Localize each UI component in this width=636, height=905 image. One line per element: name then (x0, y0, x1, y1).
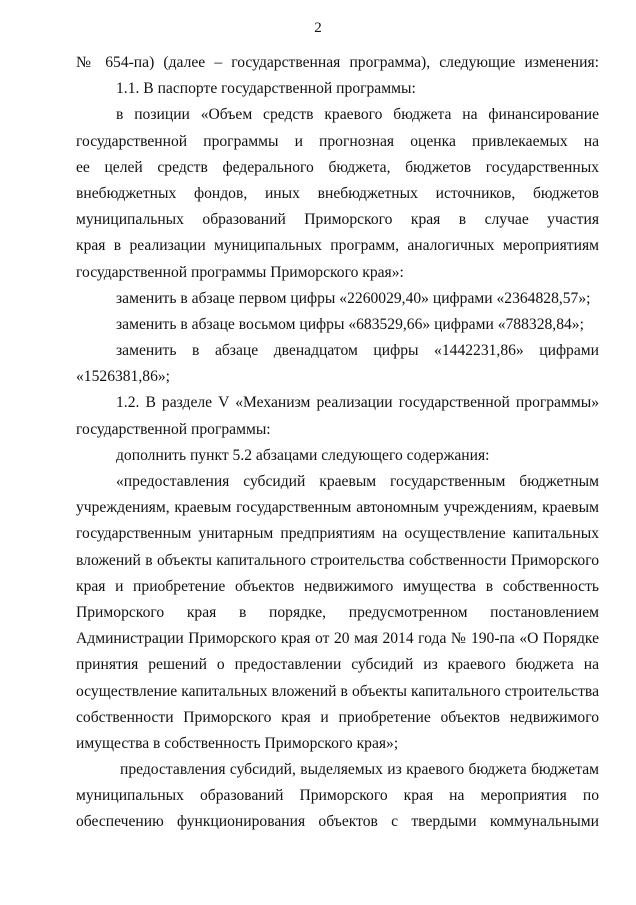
text-line: собственности Приморского края и приобретение объектов недвижимого (76, 708, 599, 726)
text-line: заменить в абзаце первом цифры «2260029,40» цифрами «2364828,57»; (116, 289, 591, 307)
text-line: в позиции «Объем средств краевого бюджета на финансирование (116, 106, 599, 124)
text-line: 1.2. В разделе V «Механизм реализации государственной программы» (116, 394, 599, 412)
text-line: государственной программы Приморского края»: (76, 263, 404, 281)
text-line: государственной программы: (76, 420, 271, 438)
text-line: имущества в собственность Приморского края»; (76, 734, 399, 752)
text-line: государственным унитарным предприятиям на осуществление капитальных (76, 525, 599, 543)
text-line: Администрации Приморского края от 20 мая 2014 года № 190-па «О Порядке (76, 630, 599, 648)
text-line: заменить в абзаце восьмом цифры «683529,66» цифрами «788328,84»; (116, 315, 584, 333)
text-line: предоставления субсидий, выделяемых из краевого бюджета бюджетам (120, 761, 599, 779)
text-line: вложений в объекты капитального строительства собственности Приморского (76, 551, 599, 569)
text-line: дополнить пункт 5.2 абзацами следующего содержания: (116, 446, 490, 464)
text-line: муниципальных образований Приморского края в случае участия (76, 211, 599, 229)
document-body (76, 50, 599, 836)
text-line: № 654-па) (далее – государственная программа), следующие изменения: (76, 54, 599, 71)
text-line: внебюджетных фондов, иных внебюджетных источников, бюджетов (76, 184, 599, 202)
text-line: края и приобретение объектов недвижимого имущества в собственность (76, 577, 599, 595)
page-number: 2 (314, 20, 322, 36)
text-line: края в реализации муниципальных программ, аналогичных мероприятиям (76, 237, 599, 255)
text-line: ее целей средств федерального бюджета, бюджетов государственных (76, 158, 599, 176)
text-line: принятия решений о предоставлении субсидий из краевого бюджета на (76, 656, 599, 674)
text-line: «1526381,86»; (76, 368, 170, 386)
text-line: осуществление капитальных вложений в объекты капитального строительства (76, 682, 599, 700)
text-line: Приморского края в порядке, предусмотренном постановлением (76, 603, 599, 621)
text-line: муниципальных образований Приморского края на мероприятия по (76, 787, 599, 805)
text-line: «предоставления субсидий краевым государственным бюджетным (116, 473, 599, 490)
text-line: государственной программы и прогнозная оценка привлекаемых на (76, 132, 599, 150)
text-line: 1.1. В паспорте государственной программы: (116, 80, 416, 98)
text-line: учреждениям, краевым государственным автономным учреждениям, краевым (76, 499, 599, 517)
text-line: заменить в абзаце двенадцатом цифры «1442231,86» цифрами (116, 342, 599, 360)
text-line: обеспечению функционирования объектов с твердыми коммунальными (76, 813, 599, 831)
